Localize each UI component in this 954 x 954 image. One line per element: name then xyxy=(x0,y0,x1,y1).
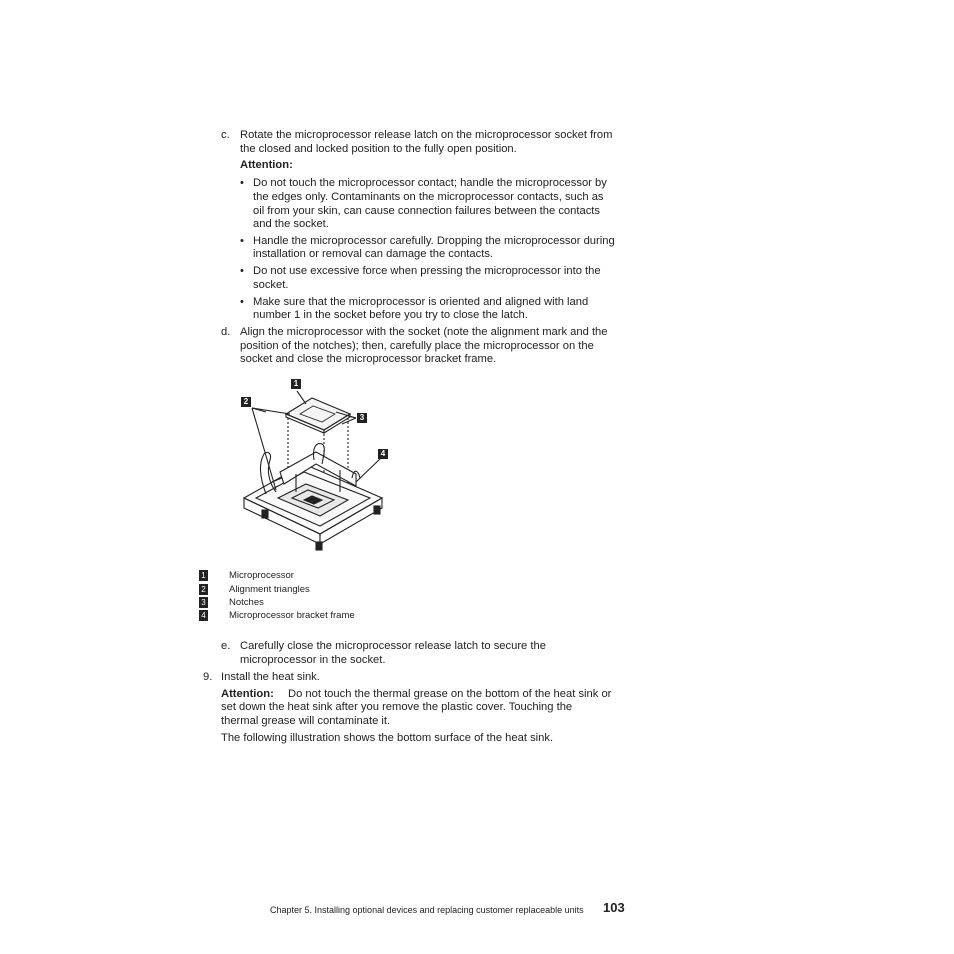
legend-label: Microprocessor xyxy=(229,570,294,581)
bullet-dot: • xyxy=(240,177,244,189)
step-e-marker: e. xyxy=(221,640,231,652)
step-c-line1: Rotate the microprocessor release latch on the microprocessor socket from xyxy=(240,129,613,141)
step-9-text: Install the heat sink. xyxy=(221,671,320,683)
microprocessor-socket-illustration xyxy=(236,374,396,556)
step-9-attention-line1: Do not touch the thermal grease on the bottom of the heat sink or xyxy=(288,688,612,700)
callout-4: 4 xyxy=(378,449,388,459)
callout-3: 3 xyxy=(357,413,367,423)
legend-label: Microprocessor bracket frame xyxy=(229,610,355,621)
footer-chapter-title: Chapter 5. Installing optional devices and replacing customer replaceable units xyxy=(270,905,584,915)
bullet-line: Handle the microprocessor carefully. Dropping the microprocessor during xyxy=(253,235,615,247)
bullet-dot: • xyxy=(240,296,244,308)
bullet-line: Do not touch the microprocessor contact; handle the microprocessor by xyxy=(253,177,607,189)
step-d-line1: Align the microprocessor with the socket (note the alignment mark and the xyxy=(240,326,608,338)
bullet-line: Do not use excessive force when pressing the microprocessor into the xyxy=(253,265,601,277)
legend-number: 3 xyxy=(199,597,208,608)
step-c-line2: the closed and locked position to the fully open position. xyxy=(240,143,517,155)
legend-label: Alignment triangles xyxy=(229,584,310,595)
attention-label: Attention: xyxy=(240,159,293,171)
legend-number: 4 xyxy=(199,610,208,621)
step-9-marker: 9. xyxy=(203,671,213,683)
bullet-line: number 1 in the socket before you try to close the latch. xyxy=(253,309,528,321)
step-9-attention-line3: thermal grease will contaminate it. xyxy=(221,715,391,727)
bullet-line: oil from your skin, can cause connection failures between the contacts xyxy=(253,205,600,217)
step-e-line1: Carefully close the microprocessor release latch to secure the xyxy=(240,640,546,652)
callout-2: 2 xyxy=(241,397,251,407)
bullet-dot: • xyxy=(240,235,244,247)
legend-number: 2 xyxy=(199,584,208,595)
callout-1: 1 xyxy=(291,379,301,389)
step-9-attention-label: Attention: xyxy=(221,688,274,700)
step-d-line3: socket and close the microprocessor bracket frame. xyxy=(240,353,497,365)
legend-label: Notches xyxy=(229,597,264,608)
socket-drawing xyxy=(236,374,396,556)
legend-number: 1 xyxy=(199,570,208,581)
page-number: 103 xyxy=(603,900,625,915)
step-d-marker: d. xyxy=(221,326,231,338)
step-9-attention-line2: set down the heat sink after you remove the plastic cover. Touching the xyxy=(221,701,573,713)
step-9-following: The following illustration shows the bottom surface of the heat sink. xyxy=(221,732,554,744)
step-d-line2: position of the notches); then, carefully place the microprocessor on the xyxy=(240,340,594,352)
step-c-marker: c. xyxy=(221,129,230,141)
step-e-line2: microprocessor in the socket. xyxy=(240,654,386,666)
bullet-dot: • xyxy=(240,265,244,277)
bullet-line: the edges only. Contaminants on the microprocessor contacts, such as xyxy=(253,191,604,203)
bullet-line: socket. xyxy=(253,279,289,291)
bullet-line: Make sure that the microprocessor is oriented and aligned with land xyxy=(253,296,589,308)
bullet-line: installation or removal can damage the contacts. xyxy=(253,248,494,260)
bullet-line: and the socket. xyxy=(253,218,329,230)
